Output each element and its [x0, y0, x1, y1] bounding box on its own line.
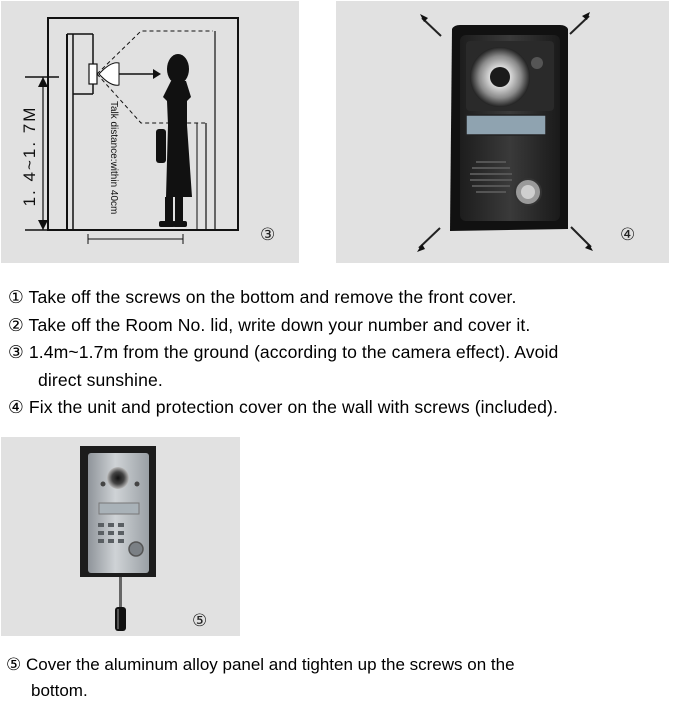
talk-distance-label: Talk distance:within 40cm [108, 101, 119, 215]
step-5: ⑤ Cover the aluminum alloy panel and tighten up the screws on the [6, 655, 515, 674]
wall-frame [48, 18, 238, 230]
call-button [129, 542, 143, 556]
step-4: ④ Fix the unit and protection cover on the wall with screws (included). [8, 397, 558, 417]
step-3-continued: direct sunshine. [38, 369, 163, 390]
screwdriver-icon [115, 577, 126, 631]
step-5-continued: bottom. [31, 681, 88, 700]
camera-lens [107, 467, 129, 489]
mounting-height-figure [1, 1, 299, 263]
panel-with-screwdriver [1, 437, 240, 636]
room-number-lid [466, 115, 546, 135]
step-1: ① Take off the screws on the bottom and remove the front cover. [8, 287, 517, 307]
name-plate [99, 503, 139, 514]
figure-number-3: ③ [260, 225, 276, 244]
screw-mounting-figure [336, 1, 669, 263]
view-arrow [153, 69, 161, 79]
keypad [98, 523, 124, 543]
step-2: ② Take off the Room No. lid, write down your number and cover it. [8, 314, 531, 335]
mounting-height-diagram [1, 1, 299, 263]
person-silhouette [156, 54, 192, 227]
figure-number-4: ④ [620, 225, 636, 244]
aluminum-panel-figure [1, 437, 240, 636]
step-3: ③ 1.4m~1.7m from the ground (according to the camera effect). Avoid [8, 342, 559, 362]
figure-number-5: ⑤ [192, 611, 208, 630]
installation-steps [8, 284, 698, 422]
panel-instruction [6, 652, 696, 704]
unit-with-screws [336, 1, 669, 263]
height-label: 1. 4~1. 7M [20, 105, 39, 207]
door-unit [89, 64, 97, 84]
